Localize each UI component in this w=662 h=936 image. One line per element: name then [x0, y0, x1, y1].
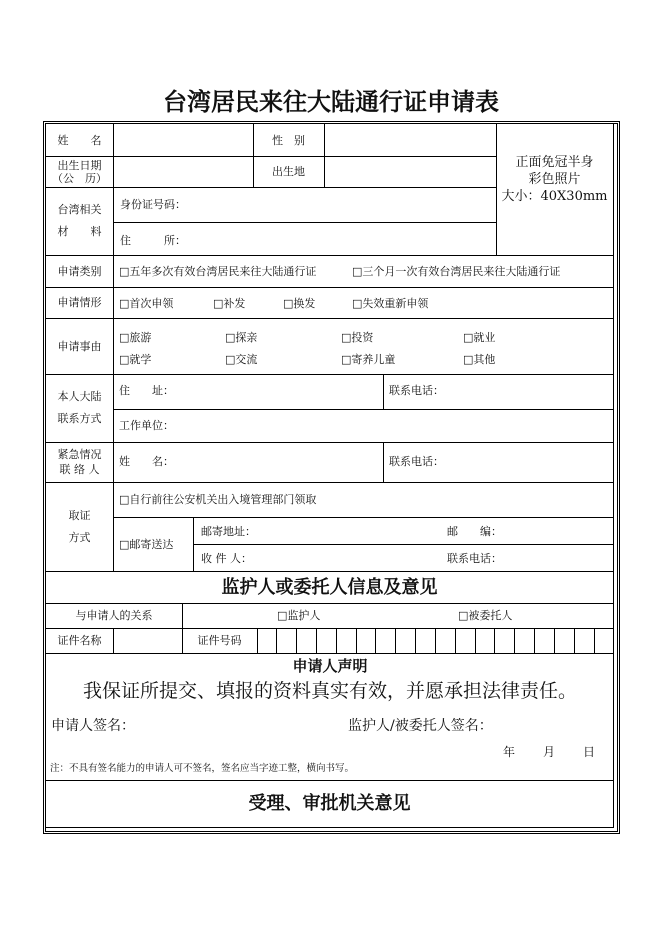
mainland-address-label: 住 址：: [119, 384, 174, 397]
pickup-label1: 取证: [68, 508, 91, 522]
postcode-label: 邮 编：: [447, 525, 502, 538]
doc-number-cell[interactable]: [555, 628, 575, 654]
taiwan-materials-label1: 台湾相关: [57, 203, 102, 216]
residence-label: 住 所：: [120, 234, 186, 247]
pickup-self-checkbox[interactable]: □自行前往公安机关出入境管理部门领取: [119, 493, 317, 506]
taiwan-materials-label: [46, 187, 114, 256]
birth-date-label-text: 出生日期: [57, 158, 102, 172]
reason-row: [113, 318, 614, 375]
work-unit-label: 工作单位：: [119, 419, 174, 432]
reason-study-checkbox[interactable]: □就学: [119, 353, 152, 366]
reason-employment-checkbox[interactable]: □就业: [463, 331, 496, 344]
name-label: 姓 名: [46, 124, 114, 157]
emergency-phone-field[interactable]: [383, 442, 614, 483]
reason-visit-family-checkbox[interactable]: □探亲: [225, 331, 258, 344]
mail-address-row[interactable]: [193, 517, 614, 545]
mainland-contact-label2: 联系方式: [57, 412, 102, 425]
emergency-phone-label: 联系电话：: [389, 455, 444, 468]
doc-number-cell[interactable]: [277, 628, 297, 654]
entrusted-checkbox[interactable]: □被委托人: [458, 609, 513, 622]
doc-number-cell[interactable]: [297, 628, 317, 654]
recipient-row[interactable]: [193, 544, 614, 572]
doc-number-cell[interactable]: [535, 628, 555, 654]
doc-number-cell[interactable]: [396, 628, 416, 654]
doc-number-cell[interactable]: [475, 628, 495, 654]
doc-number-label: 证件号码: [182, 628, 258, 654]
situation-reissue-checkbox[interactable]: □补发: [213, 297, 246, 310]
declaration-section: [46, 653, 614, 781]
declaration-statement: 我保证所提交、填报的资料真实有效，并愿承担法律责任。: [82, 680, 577, 702]
birth-date-field[interactable]: [113, 156, 254, 188]
reason-tourism-checkbox[interactable]: □旅游: [119, 331, 152, 344]
situation-row: [113, 287, 614, 319]
recipient-label: 收 件 人：: [201, 552, 252, 565]
emergency-label: [46, 442, 114, 483]
work-unit-field[interactable]: [113, 409, 614, 443]
emergency-label1: 紧急情况: [57, 448, 102, 461]
pickup-mail-checkbox[interactable]: □邮寄送达: [119, 538, 174, 551]
reason-foster-checkbox[interactable]: □寄养儿童: [341, 353, 396, 366]
mainland-phone-label: 联系电话：: [389, 384, 444, 397]
name-field[interactable]: [113, 124, 254, 157]
pickup-label: [46, 482, 114, 572]
photo-box[interactable]: [496, 124, 614, 256]
relation-label: 与申请人的关系: [46, 603, 183, 629]
applicant-signature-label[interactable]: 申请人签名：: [51, 718, 135, 734]
gender-label: 性 别: [253, 124, 325, 157]
relation-row: [182, 603, 614, 629]
doc-name-label: 证件名称: [46, 628, 114, 654]
photo-line1: 正面免冠半身: [515, 155, 594, 170]
situation-renew-checkbox[interactable]: □换发: [283, 297, 316, 310]
doc-number-cell[interactable]: [416, 628, 436, 654]
category-row: [113, 255, 614, 288]
category-three-month-checkbox[interactable]: □三个月一次有效台湾居民来往大陆通行证: [352, 265, 561, 278]
mail-address-label: 邮寄地址：: [201, 525, 256, 538]
id-number-field[interactable]: [113, 187, 497, 223]
reason-exchange-checkbox[interactable]: □交流: [225, 353, 258, 366]
doc-number-cell[interactable]: [574, 628, 594, 654]
doc-number-cell[interactable]: [336, 628, 356, 654]
reason-other-checkbox[interactable]: □其他: [463, 353, 496, 366]
birthplace-field[interactable]: [324, 156, 497, 188]
doc-number-cell[interactable]: [436, 628, 456, 654]
guardian-signature-label[interactable]: 监护人/被委托人签名：: [348, 718, 493, 734]
date-year: 年: [503, 745, 516, 759]
pickup-mail-cell: [113, 517, 194, 572]
doc-number-cell[interactable]: [495, 628, 515, 654]
declaration-heading: 申请人声明: [292, 657, 368, 675]
guardian-checkbox[interactable]: □监护人: [277, 609, 321, 622]
doc-number-cells: [257, 628, 614, 654]
category-five-year-checkbox[interactable]: □五年多次有效台湾居民来往大陆通行证: [119, 265, 317, 278]
pickup-self-row: [113, 482, 614, 518]
doc-number-cell[interactable]: [317, 628, 337, 654]
date-month: 月: [543, 745, 556, 759]
reason-investment-checkbox[interactable]: □投资: [341, 331, 374, 344]
approval-heading: 受理、审批机关意见: [46, 780, 614, 828]
recipient-phone-label: 联系电话：: [447, 552, 502, 565]
pickup-label2: 方式: [68, 530, 91, 544]
residence-field[interactable]: [113, 222, 497, 256]
id-number-label: 身份证号码：: [120, 198, 186, 211]
guardian-heading: 监护人或委托人信息及意见: [46, 571, 614, 604]
situation-label: 申请情形: [46, 287, 114, 319]
signature-note: 注：不具有签名能力的申请人可不签名，签名应当字迹工整，横向书写。: [50, 763, 355, 774]
situation-first-checkbox[interactable]: □首次申领: [119, 297, 174, 310]
doc-number-cell[interactable]: [376, 628, 396, 654]
category-label: 申请类别: [46, 255, 114, 288]
mainland-contact-label: [46, 374, 114, 443]
photo-line3: 大小：40X30mm: [501, 189, 608, 204]
doc-number-cell[interactable]: [455, 628, 475, 654]
situation-expired-checkbox[interactable]: □失效重新申领: [352, 297, 429, 310]
birthplace-label: 出生地: [253, 156, 325, 188]
mainland-phone-field[interactable]: [383, 374, 614, 410]
mainland-contact-label1: 本人大陆: [57, 390, 102, 403]
reason-label: 申请事由: [46, 318, 114, 375]
taiwan-materials-label2: 材 料: [57, 225, 102, 238]
gender-field[interactable]: [324, 124, 497, 157]
emergency-name-label: 姓 名：: [119, 455, 174, 468]
emergency-name-field[interactable]: [113, 442, 384, 483]
mainland-address-field[interactable]: [113, 374, 384, 410]
birth-date-sub-text: （公 历）: [52, 171, 107, 185]
birth-date-label: [46, 156, 114, 188]
form-title: 台湾居民来往大陆通行证申请表: [163, 88, 499, 116]
photo-line2: 彩色照片: [528, 172, 581, 187]
emergency-label2: 联 络 人: [59, 463, 100, 476]
doc-number-cell[interactable]: [356, 628, 376, 654]
doc-name-field[interactable]: [113, 628, 183, 654]
doc-number-cell[interactable]: [515, 628, 535, 654]
doc-number-cell[interactable]: [594, 628, 614, 654]
date-day: 日: [583, 745, 596, 759]
doc-number-cell[interactable]: [257, 628, 277, 654]
